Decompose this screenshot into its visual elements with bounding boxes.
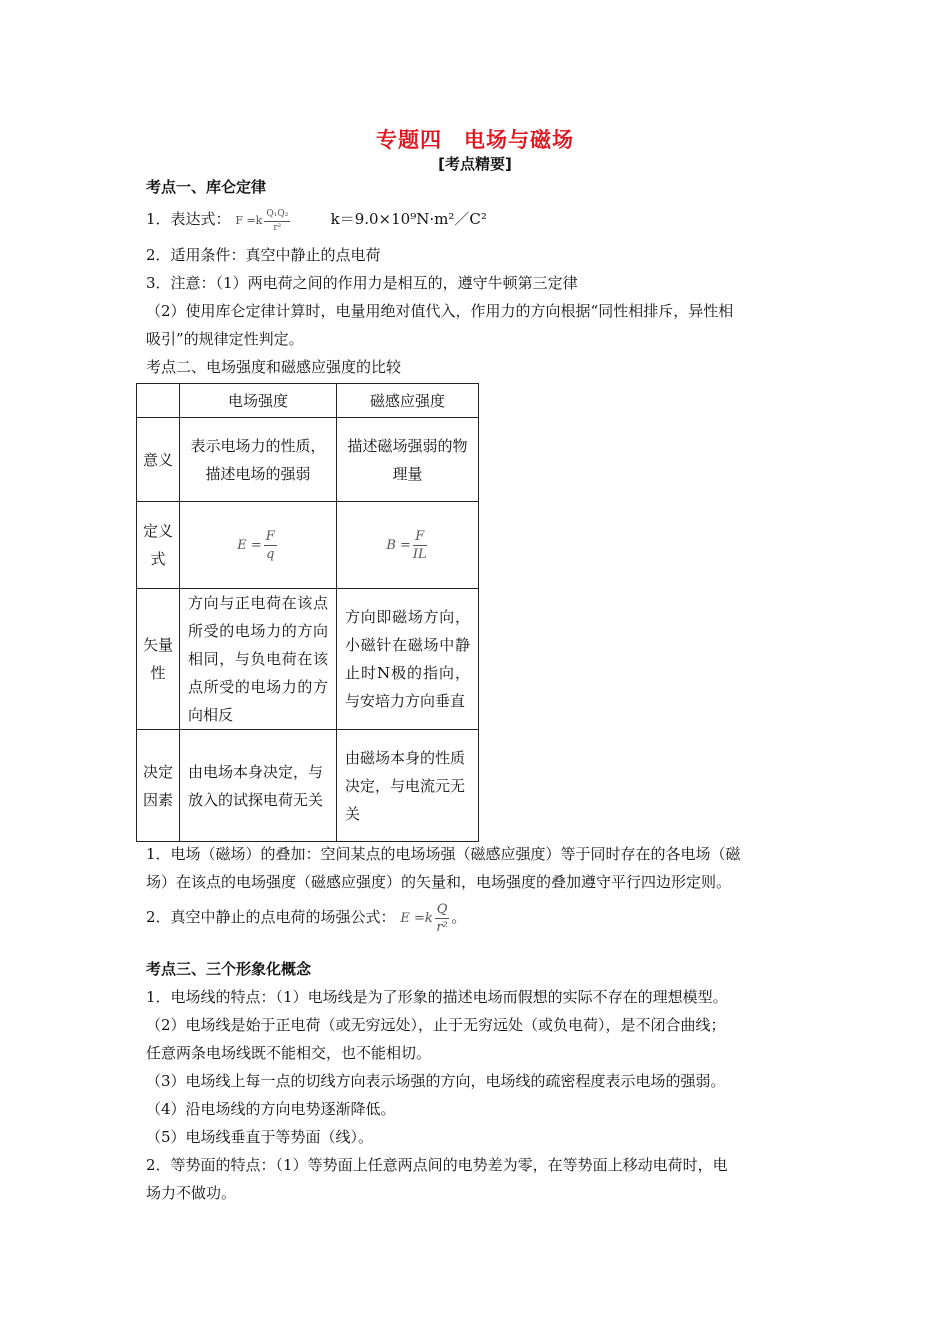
table-corner <box>137 384 180 418</box>
point-charge-formula-line: 2．真空中静止的点电荷的场强公式： E =k $\frac{Q}{\text{r²}}$ 。 <box>146 902 467 935</box>
table-row <box>137 418 479 502</box>
section2-heading: 考点二、电场强度和磁感应强度的比较 <box>146 358 402 376</box>
coulomb-constant: k＝9.0×10⁹N·m²／C² <box>330 210 487 228</box>
coulomb-formula: F =k $\frac{\text{Q₁Q₂}}{\text{r²}}$ <box>235 208 289 233</box>
note-line-2b: 吸引”的规律定性判定。 <box>146 330 304 348</box>
section3-line: （2）电场线是始于正电荷（或无穷远处），止于无穷远处（或负电荷），是不闭合曲线； <box>146 1016 726 1034</box>
cell-electric-meaning: 表示电场力的性质，描述电场的强弱 <box>180 418 337 502</box>
cell-magnetic-vector: 方向即磁场方向，小磁针在磁场中静止时N极的指向，与安培力方向垂直 <box>337 589 479 730</box>
expression-label: 1．表达式： <box>146 210 231 228</box>
table-row <box>137 502 479 589</box>
cell-electric-definition: E = $\frac{F}{q}$ <box>180 502 337 589</box>
section3-line: 场力不做功。 <box>146 1184 237 1202</box>
column-header-magnetic: 磁感应强度 <box>337 384 479 418</box>
row-label-meaning: 意义 <box>137 418 180 502</box>
section3-line: （5）电场线垂直于等势面（线）。 <box>146 1128 374 1146</box>
section3-line: 2．等势面的特点：（1）等势面上任意两点间的电势差为零，在等势面上移动电荷时，电 <box>146 1156 728 1174</box>
note-line-2a: （2）使用库仑定律计算时，电量用绝对值代入，作用力的方向根据“同性相排斥，异性相 <box>146 302 734 320</box>
section1-heading: 考点一、库仑定律 <box>146 178 267 196</box>
note-line: 3．注意：（1）两电荷之间的作用力是相互的，遵守牛顿第三定律 <box>146 274 578 292</box>
page-title: 专题四 电场与磁场 <box>376 128 574 152</box>
table-row <box>137 730 479 842</box>
column-header-electric: 电场强度 <box>180 384 337 418</box>
cell-magnetic-meaning: 描述磁场强弱的物理量 <box>337 418 479 502</box>
table-header-row <box>137 384 479 418</box>
cell-magnetic-definition: B = $\frac{F}{IL}$ <box>337 502 479 589</box>
section3-line: （4）沿电场线的方向电势逐渐降低。 <box>146 1100 396 1118</box>
coulomb-expression <box>146 205 487 235</box>
page-subtitle: [考点精要] <box>438 155 512 173</box>
condition-line: 2．适用条件：真空中静止的点电荷 <box>146 246 381 264</box>
comparison-table <box>136 383 479 842</box>
section3-line: 1．电场线的特点：（1）电场线是为了形象的描述电场而假想的实际不存在的理想模型。 <box>146 988 728 1006</box>
table-row <box>137 589 479 730</box>
section3-line: （3）电场线上每一点的切线方向表示场强的方向，电场线的疏密程度表示电场的强弱。 <box>146 1072 726 1090</box>
section3-line: 任意两条电场线既不能相交，也不能相切。 <box>146 1044 432 1062</box>
superposition-line-2: 场）在该点的电场强度（磁感应强度）的矢量和，电场强度的叠加遵守平行四边形定则。 <box>146 873 732 891</box>
cell-electric-determinant: 由电场本身决定，与放入的试探电荷无关 <box>180 730 337 842</box>
row-label-vector: 矢量性 <box>137 589 180 730</box>
superposition-line-1: 1．电场（磁场）的叠加：空间某点的电场场强（磁感应强度）等于同时存在的各电场（磁 <box>146 845 741 863</box>
cell-magnetic-determinant: 由磁场本身的性质决定，与电流元无关 <box>337 730 479 842</box>
section3-heading: 考点三、三个形象化概念 <box>146 960 312 978</box>
row-label-determinant: 决定因素 <box>137 730 180 842</box>
cell-electric-vector: 方向与正电荷在该点所受的电场力的方向相同，与负电荷在该点所受的电场力的方向相反 <box>180 589 337 730</box>
row-label-definition: 定义式 <box>137 502 180 589</box>
